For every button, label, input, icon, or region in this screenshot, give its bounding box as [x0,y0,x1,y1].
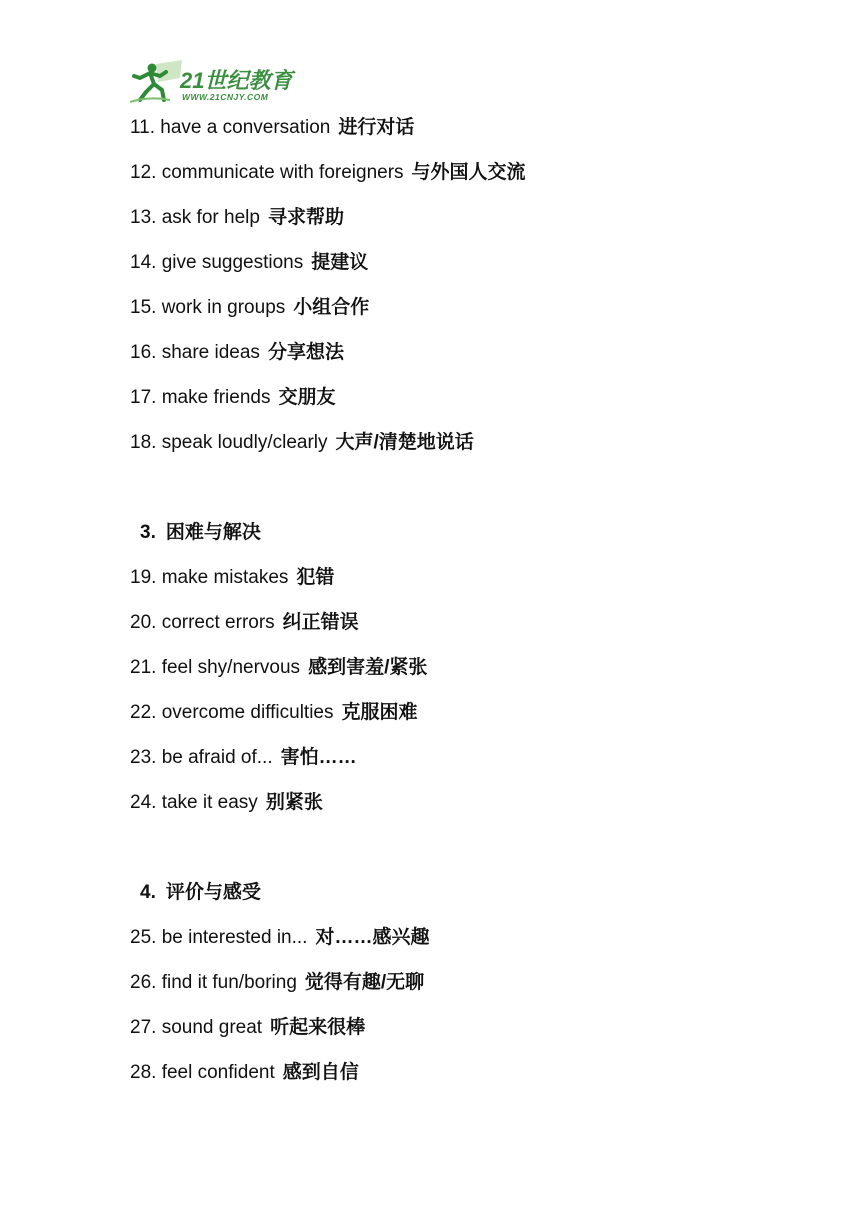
section-heading: 4. 评价与感受 [140,882,261,903]
list-item: 12. communicate with foreigners 与外国人交流 [130,162,526,183]
list-item: 26. find it fun/boring 觉得有趣/无聊 [130,972,425,993]
list-item: 21. feel shy/nervous 感到害羞/紧张 [130,657,428,678]
logo-brand-text: 21世纪教育 [180,68,293,93]
list-item: 16. share ideas 分享想法 [130,342,344,363]
list-item: 27. sound great 听起来很棒 [130,1017,366,1038]
flag-shape [156,60,182,82]
list-item: 17. make friends 交朋友 [130,387,336,408]
list-item: 19. make mistakes 犯错 [130,567,335,588]
list-item: 18. speak loudly/clearly 大声/清楚地说话 [130,432,474,453]
list-item: 11. have a conversation 进行对话 [130,117,415,138]
list-item: 28. feel confident 感到自信 [130,1062,359,1083]
list-item: 20. correct errors 纠正错误 [130,612,359,633]
list-item: 22. overcome difficulties 克服困难 [130,702,418,723]
logo-graphic [130,58,300,104]
logo [130,58,300,104]
list-item: 25. be interested in... 对……感兴趣 [130,927,430,948]
list-item: 13. ask for help 寻求帮助 [130,207,344,228]
list-item: 14. give suggestions 提建议 [130,252,369,273]
section-heading: 3. 困难与解决 [140,522,261,543]
logo-url-text: WWW.21CNJY.COM [182,92,269,102]
list-item: 23. be afraid of... 害怕…… [130,747,357,768]
list-item: 24. take it easy 别紧张 [130,792,323,813]
list-item: 15. work in groups 小组合作 [130,297,370,318]
